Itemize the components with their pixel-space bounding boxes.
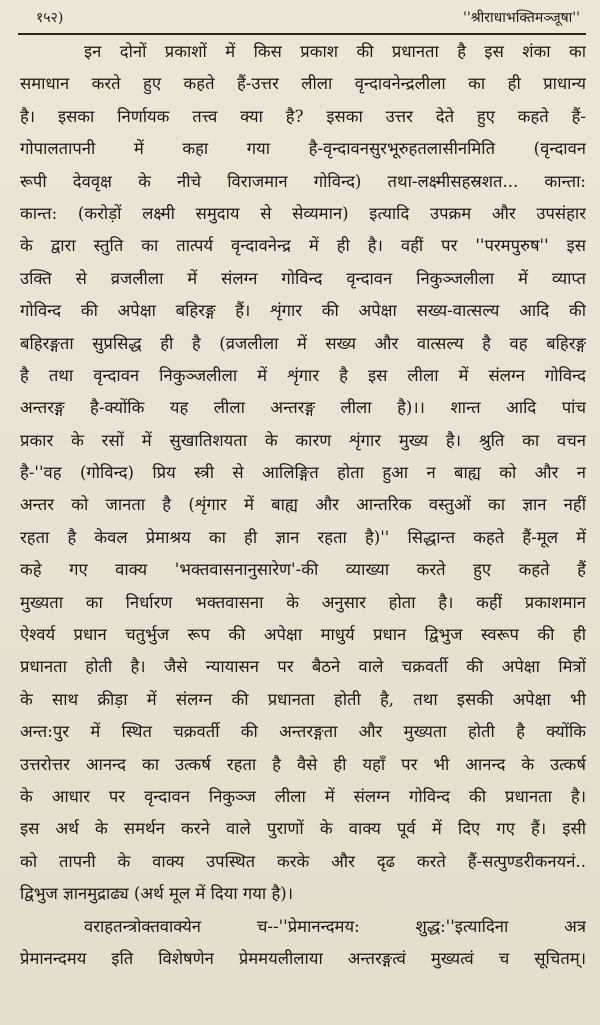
text-line: समाधान करते हुए कहते हैं-उत्तर लीला वृन्दावनेन्द्रलीला का ही प्राधान्य bbox=[20, 74, 586, 94]
text-line: इन दोनों प्रकाशों में किस प्रकाश की प्रधानता है इस शंका का bbox=[84, 42, 586, 61]
text-line: उक्ति से व्रजलीला में संलग्न गोविन्द वृन्दावन निकुञ्जलीला में व्याप्त bbox=[20, 268, 586, 288]
page-header bbox=[12, 6, 588, 30]
text-line: है। इसका निर्णायक तत्त्व क्या है? इसका उत्तर देते हुए कहते हैं- bbox=[20, 106, 586, 126]
text-line: बहिरङ्गता सुप्रसिद्ध ही है (व्रजलीला में सख्य और वात्सल्य है वह बहिरङ्ग bbox=[20, 333, 586, 353]
text-line: उत्तरोत्तर आनन्द का उत्कर्ष रहता है वैसे ही यहाँ पर भी आनन्द के उत्कर्ष bbox=[20, 754, 586, 774]
text-line: है-''वह (गोविन्द) प्रिय स्त्री से आलिङ्गित होता हुआ न बाह्य को और न bbox=[20, 463, 586, 483]
text-line: मुख्यता का निर्धारण भक्तवासना के अनुसार होता है। कहीं प्रकाशमान bbox=[20, 592, 586, 612]
text-line: इस अर्थ के समर्थन करने वाले पुराणों के वाक्य पूर्व में दिए गए हैं। इसी bbox=[20, 819, 586, 839]
text-line: प्रकार के रसों में सुखातिशयता के कारण शृंगार मुख्य है। श्रुति का वचन bbox=[20, 430, 586, 450]
header-rule bbox=[18, 33, 586, 35]
text-line: अन्तर को जानता है (शृंगार में बाह्य और आन्तरिक वस्तुओं का ज्ञान नहीं bbox=[20, 495, 586, 515]
text-line: कहे गए वाक्य 'भक्तवासनानुसारेण'-की व्याख्या करते हुए कहते हैं bbox=[20, 560, 586, 580]
text-line: के द्वारा स्तुति का तात्पर्य वृन्दावनेन्द्र में ही है। वहीं पर ''परमपुरुष'' इस bbox=[20, 236, 586, 256]
text-line: गोपालतापनी में कहा गया है-वृन्दावनसुरभूरुहतलासीनमिति (वृन्दावन bbox=[20, 139, 586, 159]
page-body bbox=[20, 36, 586, 975]
paragraph-2 bbox=[20, 911, 586, 976]
text-line: के साथ क्रीड़ा में संलग्न की प्रधानता होती है, तथा इसकी अपेक्षा भी bbox=[20, 689, 586, 709]
text-line: को तापनी के वाक्य उपस्थित करके और दृढ करते हैं-सत्पुण्डरीकनयनं.. bbox=[20, 851, 586, 871]
text-line: रहता है केवल प्रेमाश्रय का ही ज्ञान रहता है)'' सिद्धान्त कहते हैं-मूल में bbox=[20, 527, 586, 547]
paragraph-1 bbox=[20, 36, 586, 911]
text-line: है तथा वृन्दावन निकुञ्जलीला में शृंगार है इस लीला में संलग्न गोविन्द bbox=[20, 365, 586, 385]
text-line: प्रधानता होती है। जैसे न्यायासन पर बैठने वाले चक्रवर्ती की अपेक्षा मित्रों bbox=[20, 657, 586, 677]
text-line: अन्त:पुर में स्थित चक्रवर्ती की अन्तरङ्गता और मुख्यता होती है क्योंकि bbox=[20, 722, 586, 742]
text-line: अन्तरङ्ग है-क्योंकि यह लीला अन्तरङ्ग लीला है)।। शान्त आदि पांच bbox=[20, 398, 586, 418]
text-line: कान्त: (करोड़ों लक्ष्मी समुदाय से सेव्यमान) इत्यादि उपक्रम और उपसंहार bbox=[20, 203, 586, 223]
text-line: गोविन्द की अपेक्षा बहिरङ्ग हैं। शृंगार की अपेक्षा सख्य-वात्सल्य आदि की bbox=[20, 301, 586, 321]
page-number: १५२) bbox=[36, 10, 64, 26]
text-line: प्रेमानन्दमय इति विशेषणेन प्रेममयलीलाया अन्तरङ्गत्वं मुख्यत्वं च सूचितम्। bbox=[20, 948, 586, 968]
text-line: वराहतन्त्रोक्तवाक्येन च--''प्रेमानन्दमय: शुद्ध:''इत्यादिना अत्र bbox=[84, 916, 586, 936]
text-line: के आधार पर वृन्दावन निकुञ्ज लीला में संलग्न गोविन्द की प्रधानता है। bbox=[20, 786, 586, 806]
text-line: रूपी देववृक्ष के नीचे विराजमान गोविन्द) तथा-लक्ष्मीसहस्रशत... कान्ता: bbox=[20, 171, 586, 191]
text-line: ऐश्वर्य प्रधान चतुर्भुज रूप की अपेक्षा माधुर्य प्रधान द्विभुज स्वरूप की ही bbox=[20, 625, 586, 645]
running-title: ''श्रीराधाभक्तिमञ्जूषा'' bbox=[463, 10, 580, 26]
text-line: द्विभुज ज्ञानमुद्राढ्य (अर्थ मूल में दिया गया है)। bbox=[20, 884, 294, 904]
